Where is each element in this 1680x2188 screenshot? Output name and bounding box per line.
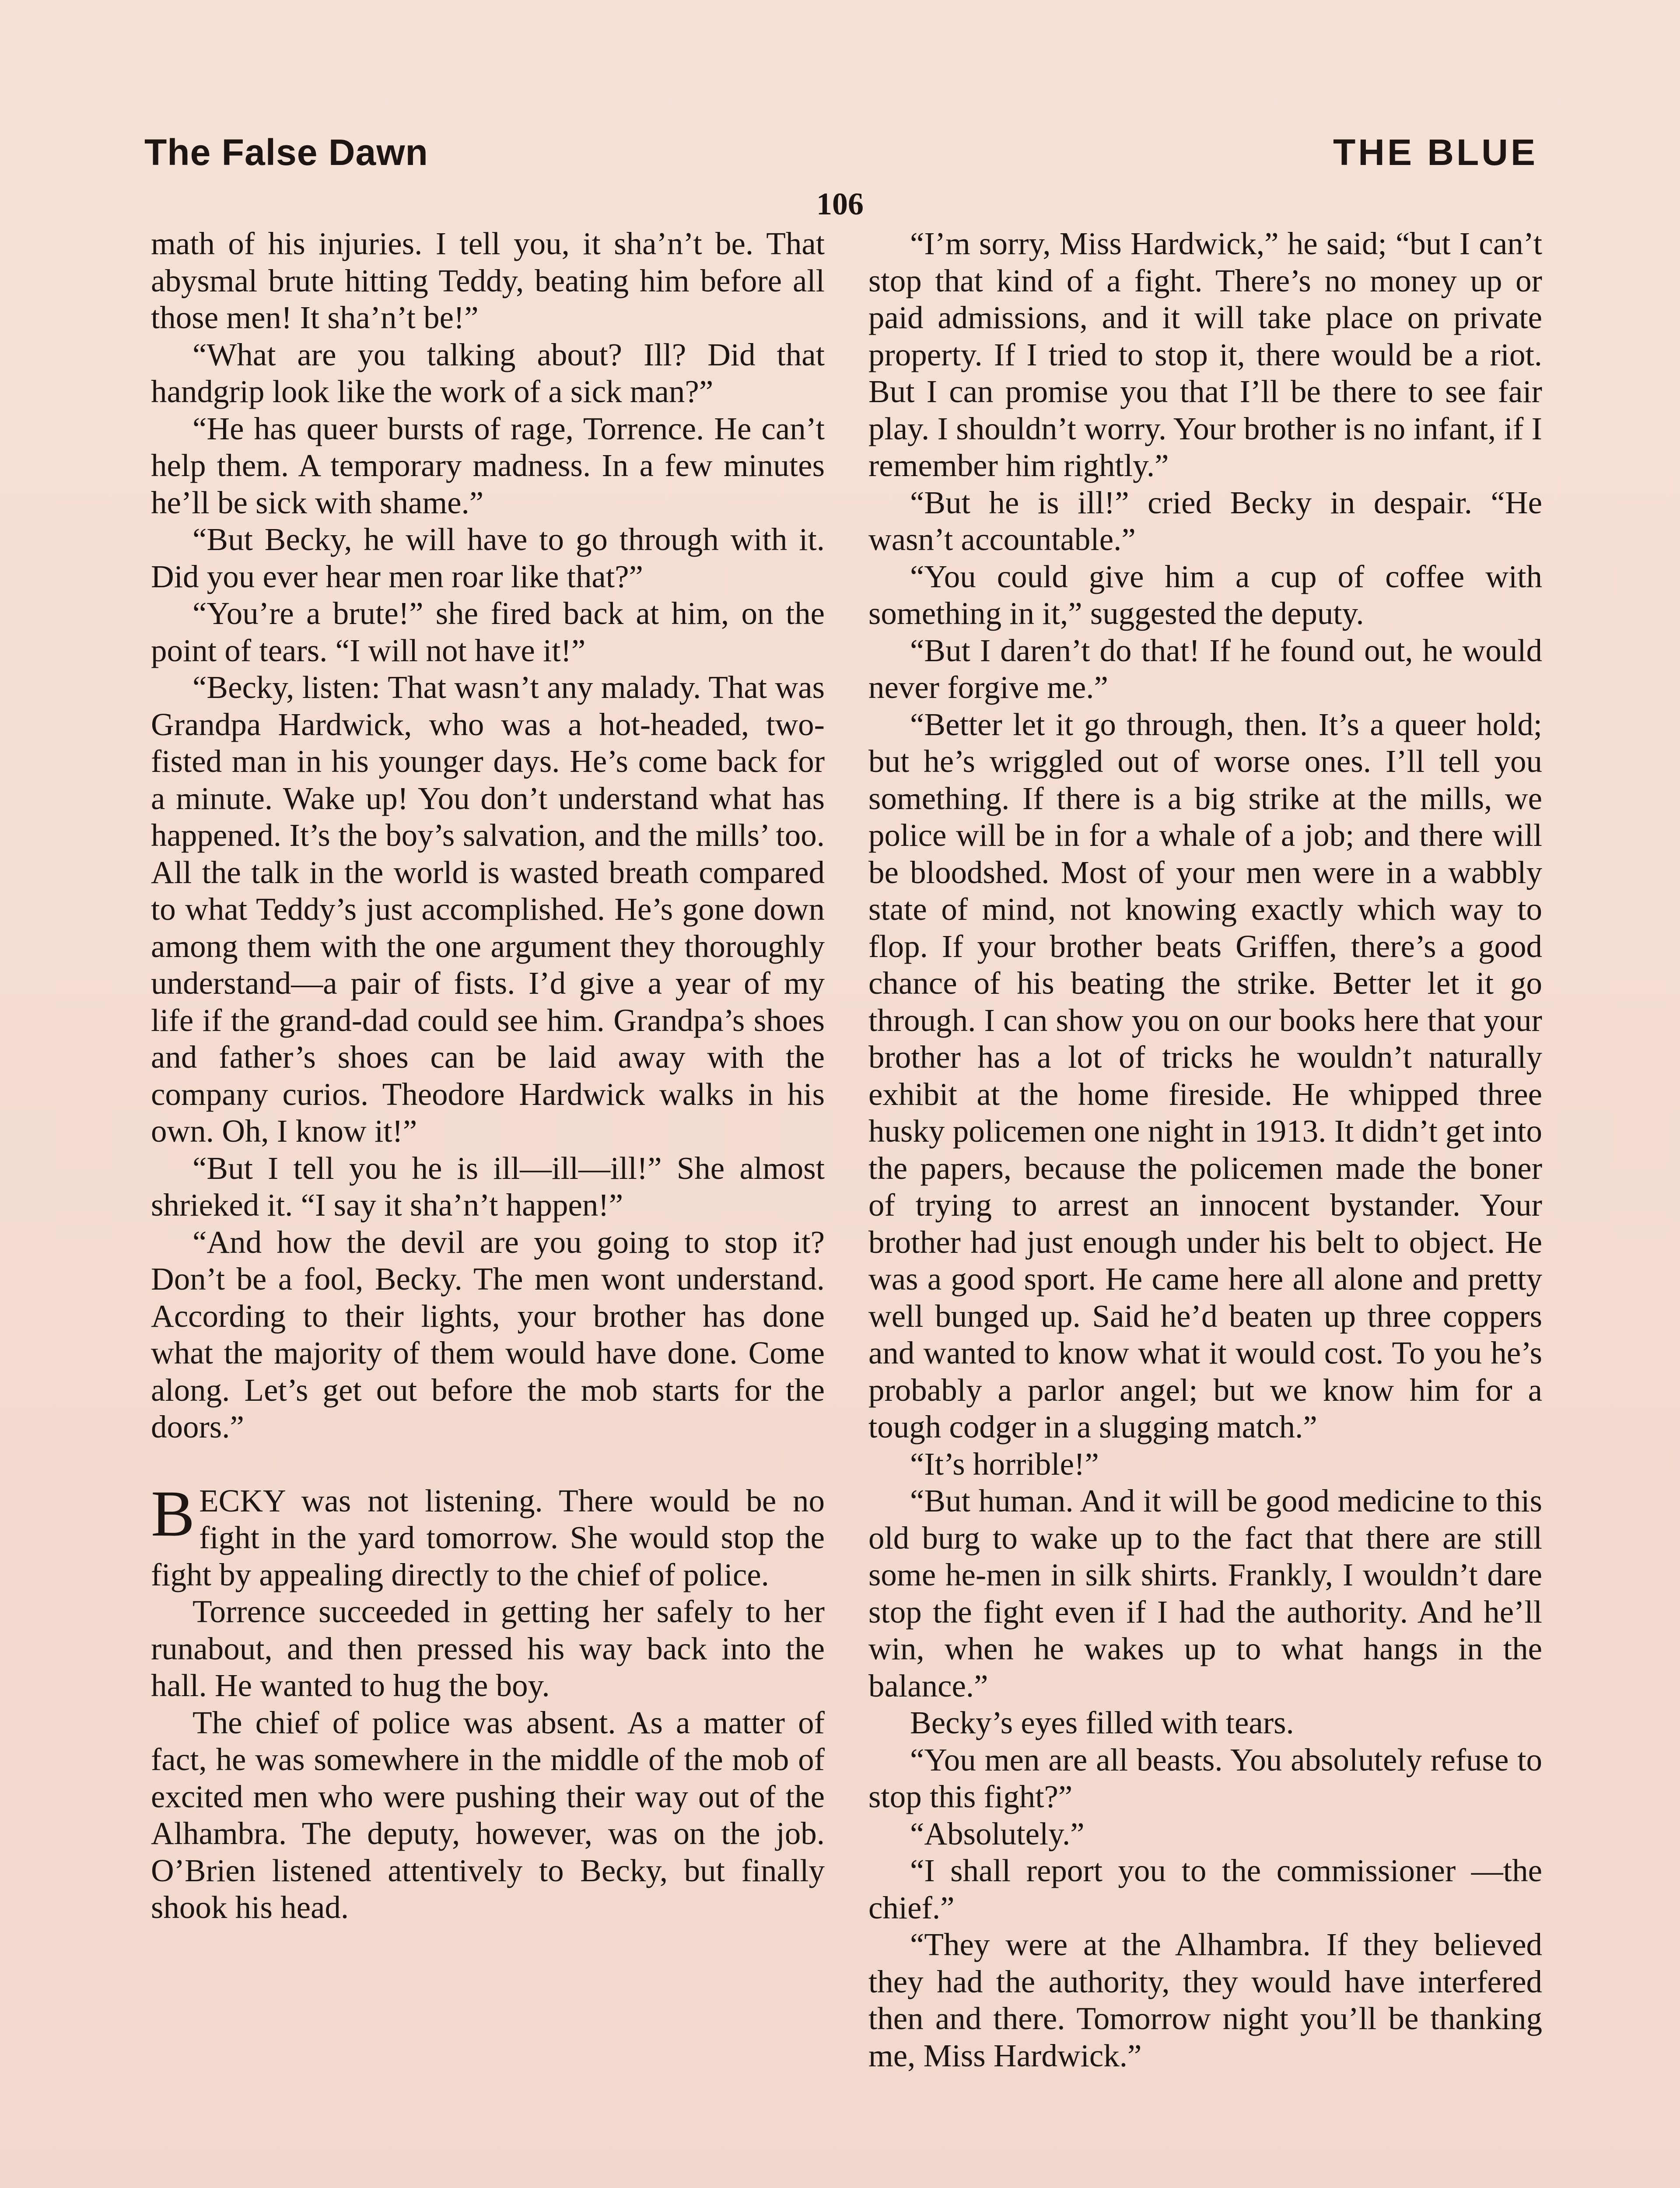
paragraph: Becky’s eyes filled with tears. xyxy=(910,1705,1294,1740)
paragraph: “You men are all beasts. You absolutely refuse to stop this fight?” xyxy=(868,1742,1542,1814)
page-number: 106 xyxy=(816,186,864,221)
paragraph: “But he is ill!” cried Becky in despair. “He wasn’t accountable.” xyxy=(868,484,1542,557)
paragraph: “I shall report you to the commissioner —the chief.” xyxy=(868,1853,1542,1925)
paragraph: “He has queer bursts of rage, Torrence. He can’t help them. A temporary madness. In a few minutes he’ll be sick with shame.” xyxy=(151,410,825,520)
section-opening-text: ECKY was not listening. There would be no fight in the yard tomorrow. She would stop the fight by appealing directly to the chief of police. xyxy=(151,1483,825,1592)
paragraph: “And how the devil are you going to stop it? Don’t be a fool, Becky. The men wont understand. According to their lights, your brother has done what the majority of them would have done. Come along. Let’s get out before the mob starts for the doors.” xyxy=(151,1224,825,1445)
paragraph: “But I daren’t do that! If he found out, he would never forgive me.” xyxy=(868,632,1542,705)
paragraph: Torrence succeeded in getting her safely to her runabout, and then pressed his way back into the hall. He wanted to hug the boy. xyxy=(151,1594,825,1703)
paragraph: “Better let it go through, then. It’s a queer hold; but he’s wriggled out of worse ones. I’ll tell you something. If there is a big strike at the mills, we police will be in for a whale of a job; and there will be bloodshed. Most of your men were in a wabbly state of mind, not knowing exactly which way to flop. If your brother beats Griffen, there’s a good chance of his beating the strike. Better let it go through. I can show you on our books here that your brother has a lot of tricks he wouldn’t naturally exhibit at the home fireside. He whipped three husky policemen one night in 1913. It didn’t get into the papers, because the policemen made the boner of trying to arrest an innocent bystander. Your brother had just enough under his belt to object. He was a good sport. He came here all alone and pretty well bunged up. Said he’d beaten up three coppers and wanted to know what it would cost. To you he’s probably a parlor angel; but we know him for a tough codger in a slugging match.” xyxy=(868,706,1542,1445)
running-header-magazine: THE BLUE xyxy=(1333,132,1538,173)
drop-cap: B xyxy=(151,1477,195,1550)
paragraph: “I’m sorry, Miss Hardwick,” he said; “but I can’t stop that kind of a fight. There’s no money up or paid admissions, and it will take place on private property. If I tried to stop it, there would be a riot. But I can promise you that I’ll be there to see fair play. I shouldn’t worry. Your brother is no infant, if I remember him rightly.” xyxy=(868,226,1542,483)
section-opening-paragraph xyxy=(151,1477,825,1594)
left-column xyxy=(151,225,825,1926)
paragraph: “Becky, listen: That wasn’t any malady. That was Grandpa Hardwick, who was a hot-headed, two-fisted man in his younger days. He’s come back for a minute. Wake up! You don’t understand what has happened. It’s the boy’s salvation, and the mills’ too. All the talk in the world is wasted breath compared to what Teddy’s just accomplished. He’s gone down among them with the one argument they thoroughly understand—a pair of fists. I’d give a year of my life if the grand-dad could see him. Grandpa’s shoes and father’s shoes can be laid away with the company curios. Theodore Hardwick walks in his own. Oh, I know it!” xyxy=(151,670,825,1149)
paragraph: math of his injuries. I tell you, it sha’n’t be. That abysmal brute hitting Teddy, beating him before all those men! It sha’n’t be!” xyxy=(151,226,825,335)
right-column xyxy=(868,225,1542,2074)
paragraph: “But human. And it will be good medicine to this old burg to wake up to the fact that there are still some he-men in silk shirts. Frankly, I wouldn’t dare stop the fight even if I had the authority. And he’ll win, when he wakes up to what hangs in the balance.” xyxy=(868,1483,1542,1704)
paragraph: The chief of police was absent. As a matter of fact, he was somewhere in the middle of the mob of excited men who were pushing their way out of the Alhambra. The deputy, however, was on the job. O’Brien listened attentively to Becky, but finally shook his head. xyxy=(151,1704,825,1925)
paragraph: “What are you talking about? Ill? Did that handgrip look like the work of a sick man?” xyxy=(151,337,825,409)
running-header-title: The False Dawn xyxy=(144,132,428,173)
paragraph: “It’s horrible!” xyxy=(910,1446,1099,1482)
paragraph: “You could give him a cup of coffee with something in it,” suggested the deputy. xyxy=(868,558,1542,631)
paragraph: “They were at the Alhambra. If they believed they had the authority, they would have interfered then and there. Tomorrow night you’ll be thanking me, Miss Hardwick.” xyxy=(868,1927,1542,2073)
paragraph: “You’re a brute!” she fired back at him, on the point of tears. “I will not have it!” xyxy=(151,596,825,668)
paragraph: “But Becky, he will have to go through with it. Did you ever hear men roar like that?” xyxy=(151,522,825,594)
paragraph: “Absolutely.” xyxy=(910,1816,1085,1851)
paragraph: “But I tell you he is ill—ill—ill!” She almost shrieked it. “I say it sha’n’t happen!” xyxy=(151,1150,825,1223)
